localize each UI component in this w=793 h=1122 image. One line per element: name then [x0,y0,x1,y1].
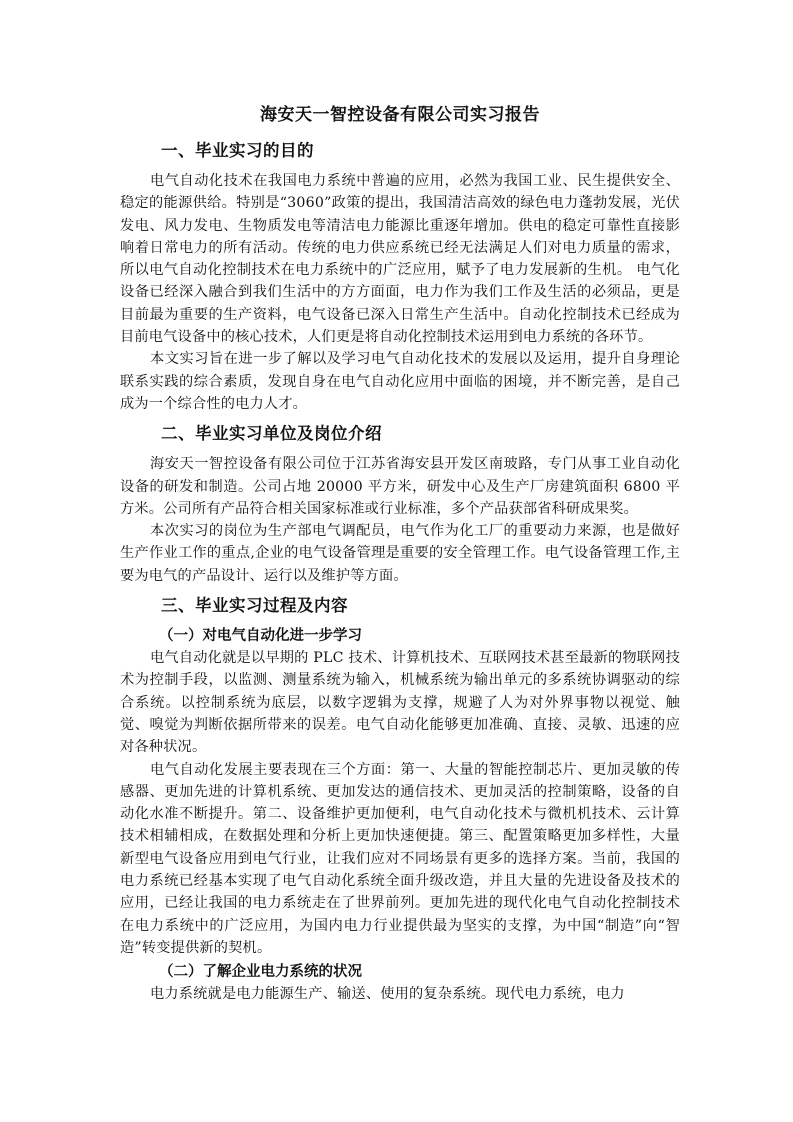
document-body [120,102,680,1006]
paragraph: 本次实习的岗位为生产部电气调配员，电气作为化工厂的重要动力来源，也是做好生产作业工作的重点,企业的电气设备管理是重要的安全管理工作。电气设备管理工作,主要为电气的产品设计、运行以及维护等方面。 [120,523,680,584]
subsection-heading-learning: （一）对电气自动化进一步学习 [159,627,362,645]
paragraph: 本文实习旨在进一步了解以及学习电气自动化技术的发展以及运用，提升自身理论联系实践的综合素质，发现自身在电气自动化应用中面临的困境，并不断完善，是自己成为一个综合性的电力人才。 [120,351,680,412]
paragraph: 海安天一智控设备有限公司位于江苏省海安县开发区南玻路，专门从事工业自动化设备的研发和制造。公司占地 20000 平方米，研发中心及生产厂房建筑面积 6800 平方米。公司所有产品符合相关国家标准或行业标准，多个产品获部省科研成果奖。 [120,456,680,517]
paragraph: 电气自动化发展主要表现在三个方面：第一、大量的智能控制芯片、更加灵敏的传感器、更加先进的计算机系统、更加发达的通信技术、更加灵活的控制策略，设备的自动化水准不断提升。第二、设备维护更加便利，电气自动化技术与微机机技术、云计算技术相辅相成，在数据处理和分析上更加快速便捷。第三、配置策略更加多样性，大量新型电气设备应用到电气行业，让我们应对不同场景有更多的选择方案。当前，我国的电力系统已经基本实现了电气自动化系统全面升级改造，并且大量的先进设备及技术的应用，已经让我国的电力系统走在了世界前列。更加先进的现代化电气自动化控制技术在电力系统中的广泛应用，为国内电力行业提供最为坚实的支撑，为中国“制造”向“智造”转变提供新的契机。 [120,761,680,956]
section-heading-company: 二、毕业实习单位及岗位介绍 [161,424,382,444]
document-title: 海安天一智控设备有限公司实习报告 [260,105,540,125]
section-heading-process: 三、毕业实习过程及内容 [161,596,348,616]
paragraph: 电力系统就是电力能源生产、输送、使用的复杂系统。现代电力系统，电力 [150,986,625,1003]
section-heading-purpose: 一、毕业实习的目的 [161,141,314,160]
paragraph: 电气自动化就是以早期的 PLC 技术、计算机技术、互联网技术甚至最新的物联网技术为控制手段，以监测、测量系统为输入，机械系统为输出单元的多系统协调驱动的综合系统。以控制系统为底层，以数字逻辑为支撑，规避了人为对外界事物以视觉、触觉、嗅觉为判断依据所带来的误差。电气自动化能够更加准确、直接、灵敏、迅速的应对各种状况。 [120,650,680,756]
paragraph: 电气自动化技术在我国电力系统中普遍的应用，必然为我国工业、民生提供安全、稳定的能源供给。特别是“3060”政策的提出，我国清洁高效的绿色电力蓬勃发展，光伏发电、风力发电、生物质发电等清洁电力能源比重逐年增加。供电的稳定可靠性直接影响着日常电力的所有活动。传统的电力供应系统已经无法满足人们对电力质量的需求，所以电气自动化控制技术在电力系统中的广泛应用，赋予了电力发展新的生机。 电气化设备已经深入融合到我们生活中的方方面面，电力作为我们工作及生活的必须品，更是目前最为重要的生产资料，电气设备已深入日常生产生活中。自动化控制技术已经成为目前电气设备中的核心技术，人们更是将自动化控制技术运用到电力系统的各环节。 [120,173,680,346]
subsection-heading-power-system: （二）了解企业电力系统的状况 [159,963,362,981]
